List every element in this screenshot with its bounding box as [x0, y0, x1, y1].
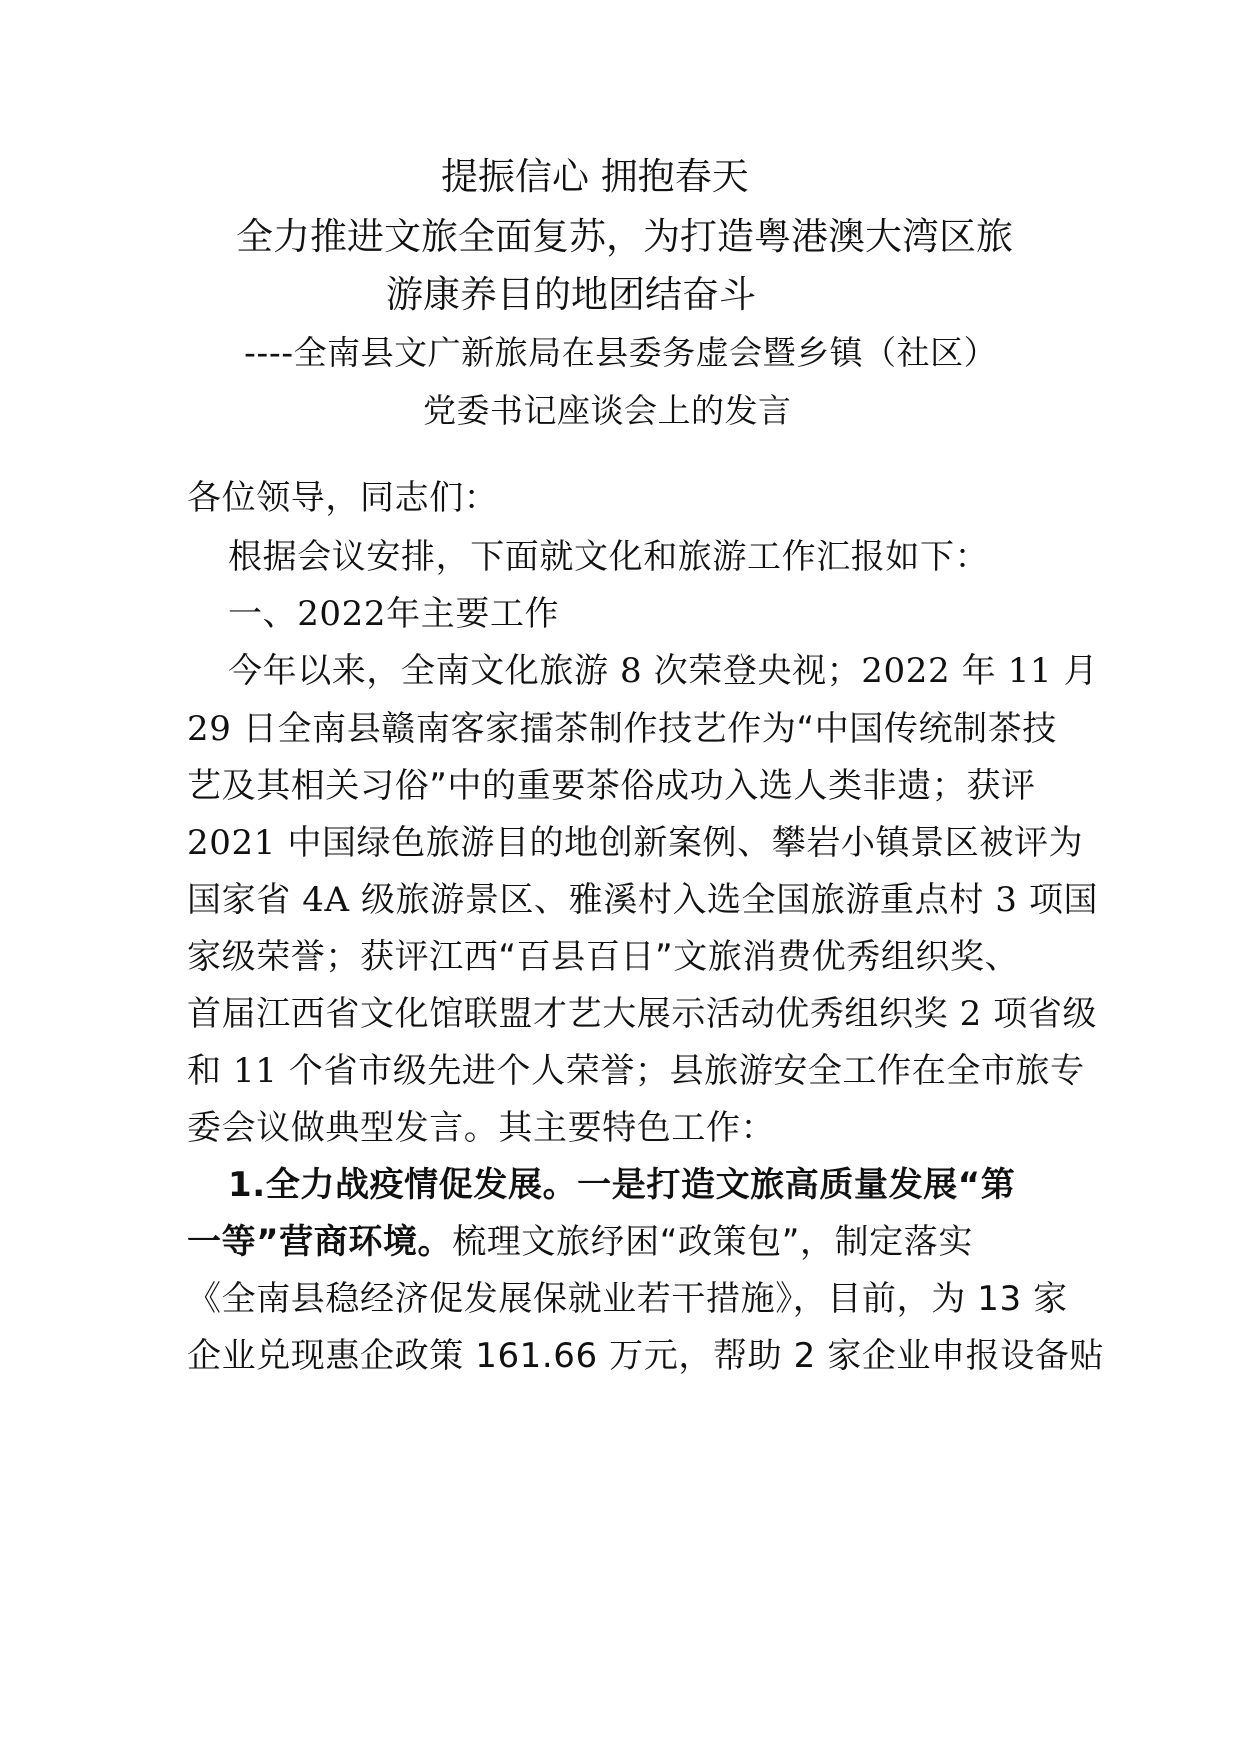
paragraph-1-line-3	[187, 766, 1036, 806]
text-run: 艺及其相关习俗”中的重要茶俗成功入选人类非遗；获评	[187, 766, 1036, 806]
text-run: 国家省	[187, 880, 291, 920]
paragraph-1-line-2	[187, 709, 1057, 749]
number-run: 2	[959, 994, 982, 1034]
title-line-2: 全力推进文旅全面复苏，为打造粤港澳大湾区旅	[236, 215, 1013, 258]
paragraph-1-line-5	[187, 880, 1099, 920]
text-run: 日全南县赣南客家擂茶制作技艺作为“中国传统制茶技	[242, 709, 1057, 749]
number-run: 11	[233, 1051, 278, 1091]
section-heading-suffix: 年主要工作	[386, 594, 560, 634]
section-heading-prefix: 一、	[228, 594, 298, 634]
paragraph-1-line-9	[187, 1108, 1053, 1148]
text-run: 首届江西省文化馆联盟才艺大展示活动优秀组织奖	[187, 994, 949, 1034]
paragraph-2-line-1	[228, 1165, 1016, 1205]
text-run: 委会议做典型发言。其主要特色工作：	[187, 1108, 776, 1148]
text-run: 项省级	[993, 994, 1098, 1034]
number-run: 29	[187, 709, 232, 749]
text-run: 中国绿色旅游目的地创新案例、攀岩小镇景区被评为	[287, 823, 1084, 863]
number-run: 2021	[187, 823, 276, 863]
paragraph-2-line-4	[187, 1336, 1105, 1376]
text-run: 次荣登央视；	[653, 651, 862, 691]
text-run: 家级荣誉；获评江西“百县百日”文旅消费优秀组织奖、	[187, 937, 1020, 977]
section-heading-year: 2022	[297, 594, 387, 634]
subtitle-line-2: 党委书记座谈会上的发言	[423, 391, 792, 430]
text-run: 《全南县稳经济促发展保就业若干措施》，目前，为 13 家	[187, 1279, 1068, 1319]
text-run: 和	[187, 1051, 222, 1091]
number-run: 8	[620, 651, 643, 691]
paragraph-1-line-7	[187, 994, 1098, 1034]
text-run: 梳理文旅纾困“政策包”，制定落实	[452, 1222, 973, 1262]
salutation: 各位领导，同志们：	[187, 478, 499, 518]
paragraph-1-line-8	[187, 1051, 1085, 1091]
section-heading	[228, 594, 559, 634]
paragraph-2-line-2	[187, 1222, 973, 1262]
text-run: 年	[961, 651, 997, 691]
paragraph-1-line-6	[187, 937, 1020, 977]
subtitle-line-1: ----全南县文广新旅局在县委务虚会暨乡镇（社区）	[244, 333, 998, 372]
number-run: 3	[995, 880, 1018, 920]
text-run: 企业兑现惠企政策 161.66 万元，帮助 2 家企业申报设备贴	[187, 1336, 1105, 1376]
text-run: 项国	[1028, 880, 1099, 920]
bold-run: 1.全力战疫情促发展。一是打造文旅高质量发展“第	[228, 1165, 1016, 1205]
text-run: 级旅游景区、雅溪村入选全国旅游重点村	[361, 880, 984, 920]
title-line-3: 游康养目的地团结奋斗	[386, 273, 756, 316]
text-run: 今年以来，全南文化旅游	[228, 651, 609, 691]
title-line-1: 提振信心 拥抱春天	[441, 155, 749, 198]
text-run: 月	[1063, 651, 1099, 691]
paragraph-1-line-1	[228, 651, 1099, 691]
number-run: 11	[1007, 651, 1053, 691]
text-run: 个省市级先进个人荣誉；县旅游安全工作在全市旅专	[288, 1051, 1085, 1091]
number-run: 2022	[861, 651, 951, 691]
bold-run: 一等”营商环境。	[187, 1222, 453, 1262]
paragraph-2-line-3	[187, 1279, 1068, 1319]
paragraph-1-line-4	[187, 823, 1084, 863]
intro-paragraph: 根据会议安排，下面就文化和旅游工作汇报如下：	[228, 537, 990, 577]
number-run: 4A	[302, 880, 350, 920]
